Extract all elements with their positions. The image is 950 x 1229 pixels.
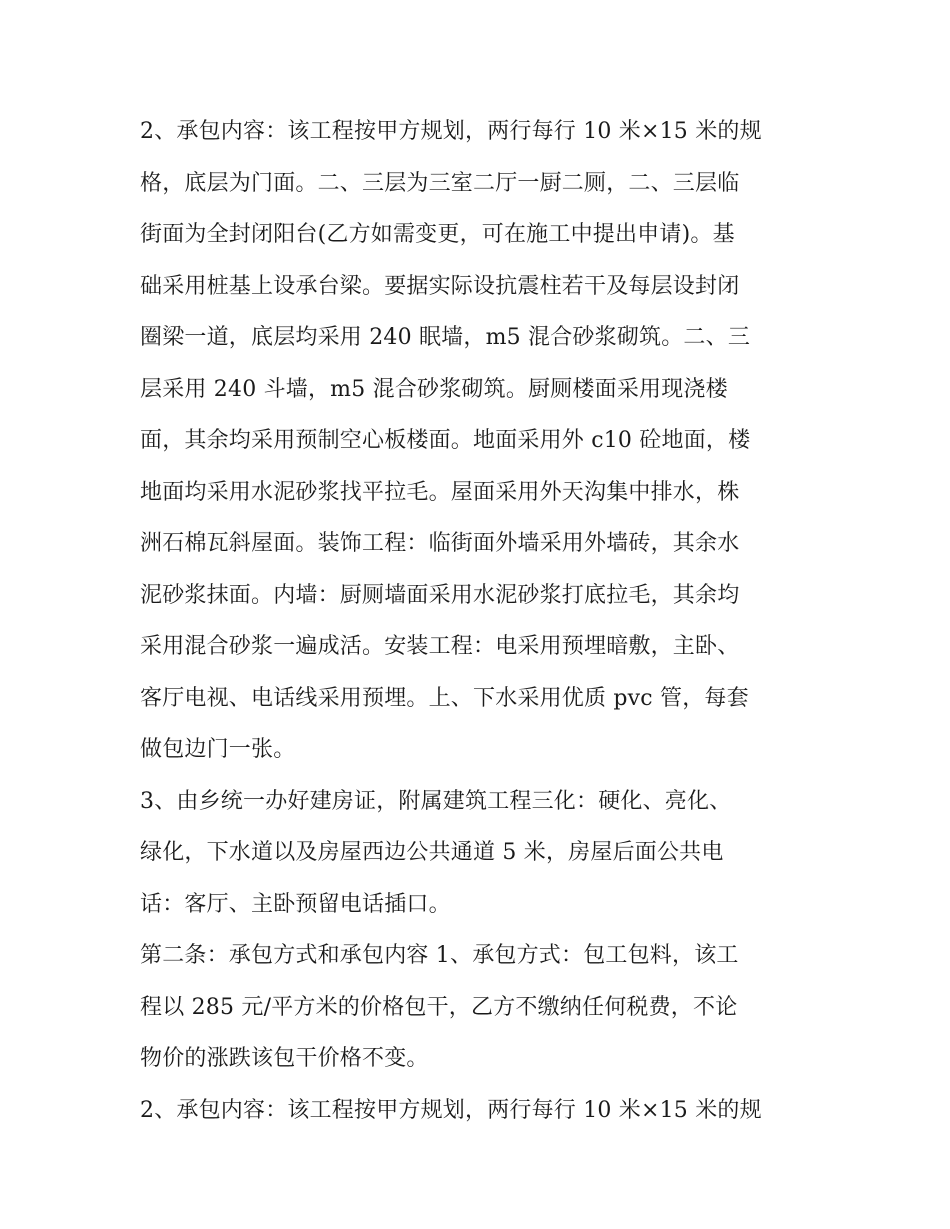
text-line-13: 做包边门一张。 — [140, 737, 296, 762]
text-line-17: 第二条：承包方式和承包内容 1、承包方式：包工包料，该工 — [140, 943, 739, 968]
text-line-15: 绿化，下水道以及房屋西边公共通道 5 米，房屋后面公共电 — [140, 840, 724, 865]
text-line-16: 话：客厅、主卧预留电话插口。 — [140, 891, 451, 917]
text-line-6: 层采用 240 斗墙，m5 混合砂浆砌筑。厨厕楼面采用现浇楼 — [140, 376, 728, 402]
text-line-3: 街面为全封闭阳台(乙方如需变更，可在施工中提出申请)。基 — [140, 222, 735, 247]
text-line-12: 客厅电视、电话线采用预埋。上、下水采用优质 pvc 管，每套 — [140, 685, 749, 711]
text-line-5: 圈梁一道，底层均采用 240 眠墙，m5 混合砂浆砌筑。二、三 — [140, 325, 751, 350]
text-line-20: 2、承包内容：该工程按甲方规划，两行每行 10 米×15 米的规 — [140, 1097, 762, 1123]
text-line-19: 物价的涨跌该包干价格不变。 — [140, 1046, 429, 1071]
text-line-9: 洲石棉瓦斜屋面。装饰工程：临街面外墙采用外墙砖，其余水 — [140, 531, 740, 556]
text-line-7: 面，其余均采用预制空心板楼面。地面采用外 c10 砼地面，楼 — [140, 428, 751, 453]
text-line-11: 采用混合砂浆一遍成活。安装工程：电采用预埋暗敷，主卧、 — [140, 634, 740, 659]
document-body — [140, 106, 820, 1136]
text-line-8: 地面均采用水泥砂浆找平拉毛。屋面采用外天沟集中排水，株 — [140, 479, 740, 505]
text-line-1: 2、承包内容：该工程按甲方规划，两行每行 10 米×15 米的规 — [140, 119, 762, 144]
text-line-10: 泥砂浆抹面。内墙：厨厕墙面采用水泥砂浆打底拉毛，其余均 — [140, 582, 740, 608]
text-line-4: 础采用桩基上设承台梁。要据实际设抗震柱若干及每层设封闭 — [140, 273, 740, 299]
text-line-18: 程以 285 元/平方米的价格包干，乙方不缴纳任何税费，不论 — [140, 994, 738, 1020]
text-line-14: 3、由乡统一办好建房证，附属建筑工程三化：硬化、亮化、 — [140, 788, 732, 814]
text-line-2: 格，底层为门面。二、三层为三室二厅一厨二厕，二、三层临 — [140, 170, 740, 196]
